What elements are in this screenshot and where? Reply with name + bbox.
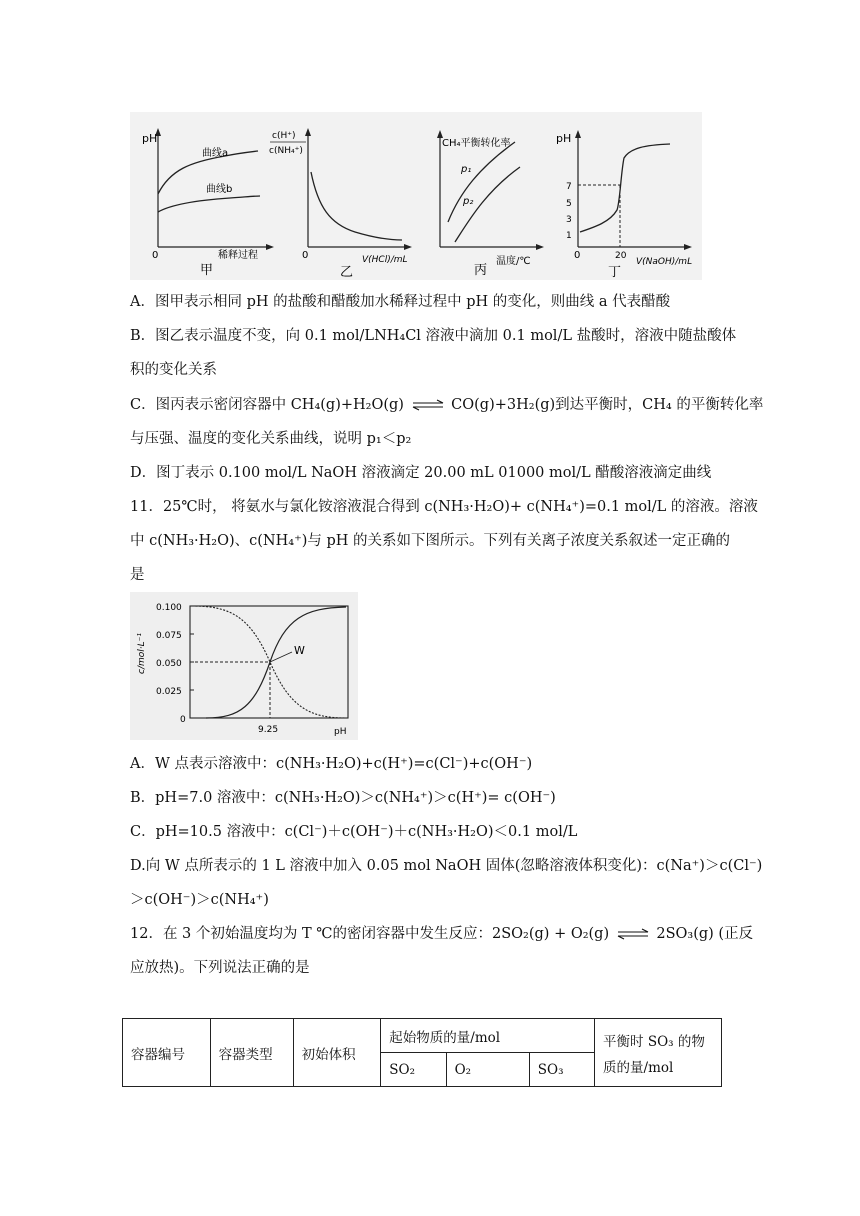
q12-stem-part1: 12．在 3 个初始温度均为 T ℃的密闭容器中发生反应：2SO₂(g) + O₂(g) [130, 926, 610, 942]
q11-stem-line2: 中 c(NH₃·H₂O)、c(NH₄⁺)与 pH 的关系如下图所示。下列有关离子浓度关系叙述一定正确的 [130, 533, 731, 549]
equilibrium-arrow-icon [411, 399, 445, 411]
ding-ylabel: pH [556, 132, 572, 145]
q11-option-b: B．pH=7.0 溶液中：c(NH₃·H₂O)＞c(NH₄⁺)＞c(H⁺)= c(OH⁻) [130, 790, 556, 806]
q11-ylabel: c/mol·L⁻¹ [137, 633, 147, 674]
q12-stem-line1 [130, 924, 753, 944]
th-container-type: 容器类型 [210, 1019, 293, 1087]
jia-origin: 0 [152, 250, 159, 261]
yi-panel-name: 乙 [340, 265, 354, 280]
ding-ytick-7: 7 [566, 182, 572, 192]
ding-ytick-3: 3 [566, 215, 572, 225]
ding-curve [580, 144, 670, 232]
ding-origin: 0 [574, 250, 581, 261]
q11-ytick-0075: 0.075 [156, 631, 182, 641]
ding-xlabel: V(NaOH)/mL [636, 257, 693, 267]
jia-xlabel: 稀释过程 [218, 250, 258, 261]
q10-option-c-part1: C．图丙表示密闭容器中 CH₄(g)+H₂O(g) [130, 397, 404, 413]
ding-ytick-5: 5 [566, 199, 572, 209]
jia-curve-a-label: 曲线a [202, 148, 229, 159]
w-point-label: W [294, 644, 305, 657]
q11-ytick-0: 0 [180, 715, 186, 725]
bing-p2-label: p₂ [463, 196, 474, 207]
panel-jia [142, 128, 274, 278]
figure-panels-top [130, 112, 702, 280]
th-eq-so3-line1: 平衡时 SO₃ 的物 [603, 1033, 705, 1050]
q10-option-d: D．图丁表示 0.100 mol/L NaOH 溶液滴定 20.00 mL 01000 mol/L 醋酸溶液滴定曲线 [130, 465, 712, 481]
th-so3: SO₃ [529, 1053, 594, 1087]
panel-bing [437, 130, 544, 278]
th-initial-volume: 初始体积 [293, 1019, 381, 1087]
ding-ytick-1: 1 [566, 231, 572, 241]
panel-yi [269, 128, 412, 280]
q11-option-d-line1: D.向 W 点所表示的 1 L 溶液中加入 0.05 mol NaOH 固体(忽略溶液体积变化)：c(Na⁺)＞c(Cl⁻) [130, 858, 763, 874]
yi-ylabel-num: c(H⁺) [272, 131, 296, 141]
q10-option-c-line1 [130, 395, 763, 415]
th-container-id: 容器编号 [123, 1019, 211, 1087]
q11-stem-line1: 11．25℃时， 将氨水与氯化铵溶液混合得到 c(NH₃·H₂O)+ c(NH₄⁺)=0.1 mol/L 的溶液。溶液 [130, 499, 758, 515]
panel-ding [556, 130, 692, 280]
yi-curve [311, 172, 402, 240]
th-o2: O₂ [446, 1053, 529, 1087]
q10-option-a: A．图甲表示相同 pH 的盐酸和醋酸加水稀释过程中 pH 的变化，则曲线 a 代表醋酸 [130, 294, 671, 310]
jia-ylabel: pH [142, 132, 158, 145]
th-eq-so3 [595, 1019, 722, 1087]
q12-stem-part2: 2SO₃(g) (正反 [656, 926, 754, 942]
yi-origin: 0 [302, 250, 309, 261]
yi-xlabel: V(HCl)/mL [362, 255, 408, 265]
jia-curve-b-label: 曲线b [206, 184, 233, 195]
q11-option-c: C．pH=10.5 溶液中：c(Cl⁻)＋c(OH⁻)＋c(NH₃·H₂O)＜0.1 mol/L [130, 824, 578, 840]
th-so2: SO₂ [381, 1053, 446, 1087]
q11-stem-line3: 是 [130, 567, 145, 583]
curve-p1 [448, 142, 515, 222]
figure-q11 [130, 592, 358, 740]
q10-option-c-line2: 与压强、温度的变化关系曲线，说明 p₁＜p₂ [130, 431, 412, 447]
q11-xtick-925: 9.25 [258, 725, 279, 735]
jia-panel-name: 甲 [200, 263, 214, 278]
q11-ytick-0100: 0.100 [156, 603, 182, 613]
q11-xlabel: pH [334, 727, 347, 737]
th-eq-so3-line2: 质的量/mol [603, 1059, 674, 1076]
q10-option-b-line2: 积的变化关系 [130, 362, 217, 378]
th-initial-amount: 起始物质的量/mol [381, 1019, 595, 1053]
ding-xtick-20: 20 [615, 251, 627, 261]
yi-ylabel-den: c(NH₄⁺) [269, 146, 303, 156]
q10-option-b-line1: B．图乙表示温度不变，向 0.1 mol/LNH₄Cl 溶液中滴加 0.1 mol/L 盐酸时，溶液中随盐酸体 [130, 328, 737, 344]
q11-option-a: A．W 点表示溶液中：c(NH₃·H₂O)+c(H⁺)=c(Cl⁻)+c(OH⁻) [130, 756, 533, 772]
bing-panel-name: 丙 [474, 263, 488, 278]
q11-ytick-0025: 0.025 [156, 687, 182, 697]
q11-ytick-0050: 0.050 [156, 659, 182, 669]
bing-xlabel: 温度/℃ [496, 256, 531, 267]
q10-option-c-part2: CO(g)+3H₂(g)到达平衡时，CH₄ 的平衡转化率 [451, 397, 764, 413]
bing-title: CH₄平衡转化率 [442, 138, 511, 149]
bing-p1-label: p₁ [461, 164, 472, 175]
q12-stem-line2: 应放热)。下列说法正确的是 [130, 960, 310, 976]
curve-b [158, 196, 260, 212]
ding-panel-name: 丁 [608, 265, 622, 280]
equilibrium-arrow-icon [616, 928, 650, 940]
q11-option-d-line2: ＞c(OH⁻)＞c(NH₄⁺) [130, 892, 269, 908]
container-table [122, 1018, 722, 1087]
